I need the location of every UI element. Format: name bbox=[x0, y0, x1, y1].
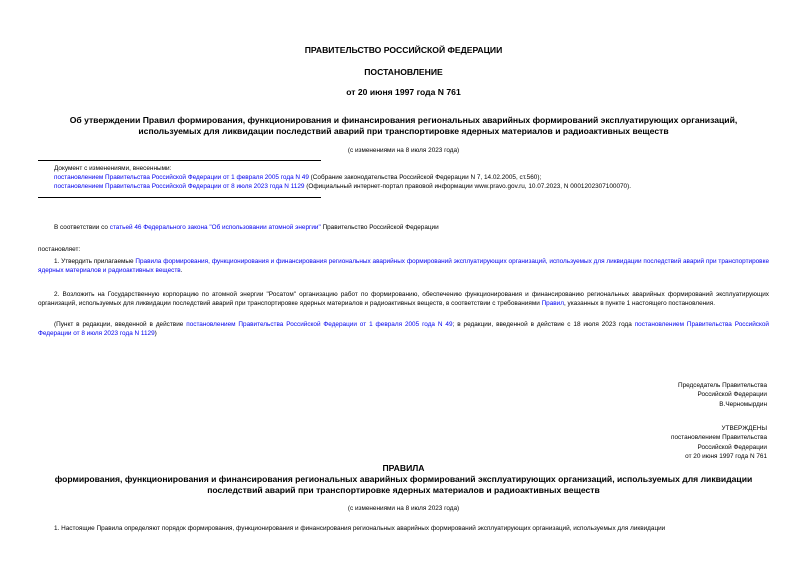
signature-block bbox=[678, 381, 767, 409]
approved-label: УТВЕРЖДЕНЫ bbox=[721, 425, 767, 432]
amendments-bottom-divider bbox=[38, 197, 321, 198]
approved-country: Российской Федерации bbox=[697, 443, 767, 451]
amendment-item-1-source: (Собрание законодательства Российской Федерации N 7, 14.02.2005, ст.560); bbox=[308, 174, 542, 181]
amendment-link-2005[interactable]: постановлением Правительства Российской Федерации от 1 февраля 2005 года N 49 bbox=[54, 174, 309, 181]
decrees-word: постановляет: bbox=[38, 246, 81, 253]
signature-country: Российской Федерации bbox=[697, 391, 767, 399]
approved-block bbox=[671, 424, 767, 462]
rules-title bbox=[30, 474, 777, 496]
approved-date: от 20 июня 1997 года N 761 bbox=[685, 453, 767, 461]
note-link-2023[interactable]: постановлением Правительства Российской Федерации от 8 июля 2023 года N 1129 bbox=[38, 321, 769, 338]
rules-paragraph-1: 1. Настоящие Правила определяют порядок формирования, функционирования и финансирования региональных аварийных формирований эксплуатирующих организаций, используемых для ликвидации bbox=[54, 525, 666, 532]
rules-short-link[interactable]: Правил bbox=[541, 300, 564, 308]
rules-link[interactable]: Правила формирования, функционирования и финансирования региональных аварийных формирований эксплуатирующих организаций, используемых для ликвидации последствий аварий при транспортировке ядерных материалов и радиоактивных веществ bbox=[38, 258, 769, 275]
paragraph-1-prefix: 1. Утвердить прилагаемые bbox=[54, 258, 136, 265]
note-link-2005[interactable]: постановлением Правительства Российской Федерации от 1 февраля 2005 года N 49 bbox=[186, 321, 453, 328]
legal-basis-prefix: В соответствии со bbox=[54, 224, 110, 231]
approved-by: постановлением Правительства bbox=[671, 434, 767, 442]
paragraph-2-prefix: 2. Возложить на Государственную корпорацию по атомной энергии "Росатом" организацию работ по формированию, обеспечению функционирования и финансированию региональных аварийных формирований эксплуатирующих организаций, используемых для ликвидации последствий аварий при транспортировке ядерных материалов и радиоактивных веществ, в соответствии с требованиями bbox=[38, 291, 769, 308]
rules-title-line1: формирования, функционирования и финансирования региональных аварийных формирований эксплуатирующих организаций, используемых для ликвидации bbox=[54, 474, 753, 484]
paragraph-1-suffix: . bbox=[180, 267, 183, 275]
document-title-line2: используемых для ликвидации последствий аварий при транспортировке ядерных материалов и радиоактивных веществ bbox=[138, 126, 669, 136]
legal-basis-suffix: Правительство Российской Федерации bbox=[320, 224, 439, 231]
title-changes-note: (с изменениями на 8 июля 2023 года) bbox=[347, 147, 460, 154]
amendments-top-divider bbox=[38, 160, 321, 161]
amendment-link-2023[interactable]: постановлением Правительства Российской Федерации от 8 июля 2023 года N 1129 bbox=[54, 183, 305, 190]
amendment-item-1 bbox=[54, 173, 774, 182]
government-name: ПРАВИТЕЛЬСТВО РОССИЙСКОЙ ФЕДЕРАЦИИ bbox=[304, 45, 503, 55]
legal-basis bbox=[54, 223, 774, 232]
paragraph-1 bbox=[38, 257, 769, 276]
rules-title-line2: последствий аварий при транспортировке ядерных материалов и радиоактивных веществ bbox=[207, 485, 600, 495]
document-type: ПОСТАНОВЛЕНИЕ bbox=[364, 67, 443, 77]
amendment-item-2 bbox=[54, 182, 774, 191]
note-suffix: ) bbox=[154, 330, 157, 338]
amendments-intro: Документ с изменениями, внесенными: bbox=[54, 165, 172, 172]
paragraph-2 bbox=[38, 290, 769, 309]
note-middle: ; в редакции, введенной в действие с 18 июля 2023 года bbox=[452, 321, 635, 328]
document-title bbox=[30, 115, 777, 137]
document-date-number: от 20 июня 1997 года N 761 bbox=[346, 87, 461, 97]
paragraph-2-suffix: , указанных в пункте 1 настоящего постановления. bbox=[563, 300, 715, 308]
document-title-line1: Об утверждении Правил формирования, функционирования и финансирования региональных аварийных формирований эксплуатирующих организаций, bbox=[69, 115, 738, 125]
rules-heading: ПРАВИЛА bbox=[382, 463, 425, 473]
rules-changes-note: (с изменениями на 8 июля 2023 года) bbox=[347, 505, 460, 512]
amendments-block bbox=[54, 164, 774, 191]
paragraph-2-note bbox=[38, 320, 769, 339]
amendment-item-2-source: (Официальный интернет-портал правовой информации www.pravo.gov.ru, 10.07.2023, N 0001202307100070). bbox=[304, 183, 632, 190]
signature-name: В.Черномырдин bbox=[719, 400, 767, 408]
signature-position: Председатель Правительства bbox=[678, 382, 767, 389]
note-prefix: (Пункт в редакции, введенной в действие bbox=[54, 321, 187, 328]
federal-law-link[interactable]: статьей 46 Федерального закона "Об использовании атомной энергии" bbox=[109, 224, 321, 231]
